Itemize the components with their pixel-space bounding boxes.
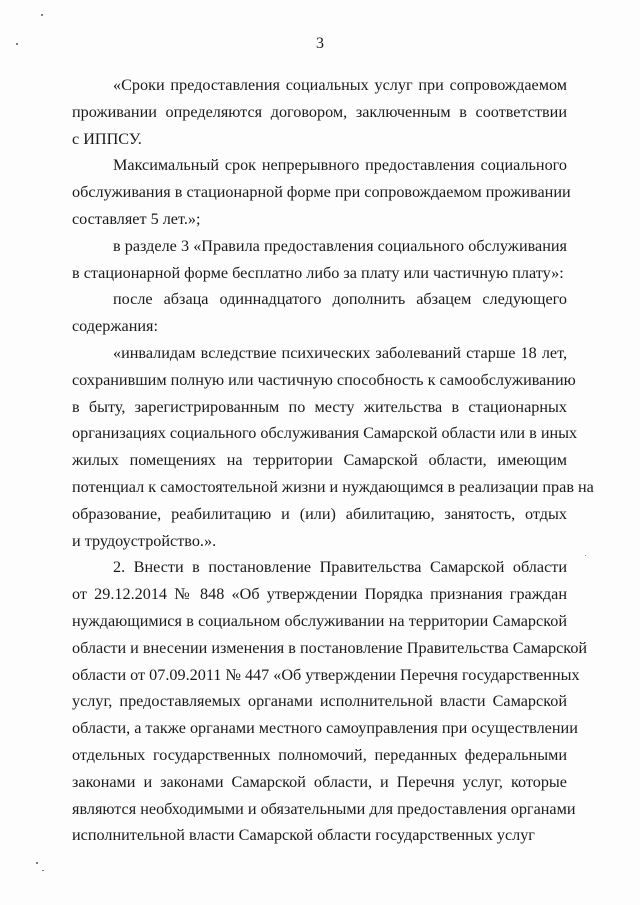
text-line: области от 07.09.2011 № 447 «Об утверждении Перечня государственных	[72, 665, 580, 684]
text-line: от 29.12.2014 № 848 «Об утверждении Порядка признания граждан	[72, 585, 567, 604]
scan-speck	[36, 862, 38, 864]
paragraph	[72, 233, 567, 287]
paragraph	[72, 72, 567, 152]
text-line: области, а также органами местного самоуправления при осуществлении	[72, 719, 578, 738]
text-line: услуг, предоставляемых органами исполнительной власти Самарской	[72, 692, 567, 711]
text-line: составляет 5 лет.»;	[72, 209, 201, 228]
text-line: области и внесении изменения в постановление Правительства Самарской	[72, 638, 588, 657]
paragraph	[72, 152, 571, 232]
text-line: законами и законами Самарской области, и Перечня услуг, которые	[72, 772, 567, 791]
page-number: 3	[316, 35, 324, 52]
text-line: организациях социального обслуживания Самарской области или в иных	[72, 424, 578, 443]
document-body	[72, 72, 594, 849]
scan-speck	[42, 870, 44, 871]
paragraph	[72, 286, 567, 340]
text-line: «Сроки предоставления социальных услуг при сопровождаемом	[113, 76, 567, 94]
text-line: отдельных государственных полномочий, переданных федеральными	[72, 745, 567, 764]
text-line: «инвалидам вследствие психических заболеваний старше 18 лет,	[113, 343, 567, 362]
text-line: проживании определяются договором, заключенным в соответствии	[72, 102, 567, 121]
text-line: обслуживания в стационарной форме при сопровождаемом проживании	[72, 183, 571, 202]
text-line: с ИППСУ.	[72, 129, 142, 148]
text-line: в быту, зарегистрированным по месту жительства в стационарных	[72, 397, 567, 416]
text-line: в стационарной форме бесплатно либо за плату или частичную плату»:	[72, 263, 564, 282]
text-line: жилых помещениях на территории Самарской области, имеющим	[72, 451, 567, 470]
text-line: в разделе 3 «Правила предоставления социального обслуживания	[113, 236, 567, 255]
scan-speck	[41, 14, 43, 16]
text-line: Максимальный срок непрерывного предоставления социального	[113, 156, 567, 175]
paragraph	[72, 340, 594, 554]
text-line: содержания:	[72, 317, 158, 336]
text-line: и трудоустройство.».	[72, 531, 217, 550]
paragraph	[72, 554, 588, 849]
scan-speck	[16, 43, 18, 45]
text-line: исполнительной власти Самарской области государственных услуг	[72, 826, 535, 845]
text-line: потенциал к самостоятельной жизни и нуждающимся в реализации прав на	[72, 477, 594, 496]
text-line: после абзаца одиннадцатого дополнить абзацем следующего	[113, 290, 567, 309]
text-line: являются необходимыми и обязательными для предоставления органами	[72, 799, 576, 818]
text-line: сохранившим полную или частичную способность к самообслуживанию	[72, 370, 576, 389]
scan-speck	[585, 555, 586, 556]
text-line: 2. Внести в постановление Правительства Самарской области	[113, 558, 567, 577]
text-line: нуждающимися в социальном обслуживании на территории Самарской	[72, 611, 567, 630]
text-line: образование, реабилитацию и (или) абилитацию, занятость, отдых	[72, 504, 567, 523]
